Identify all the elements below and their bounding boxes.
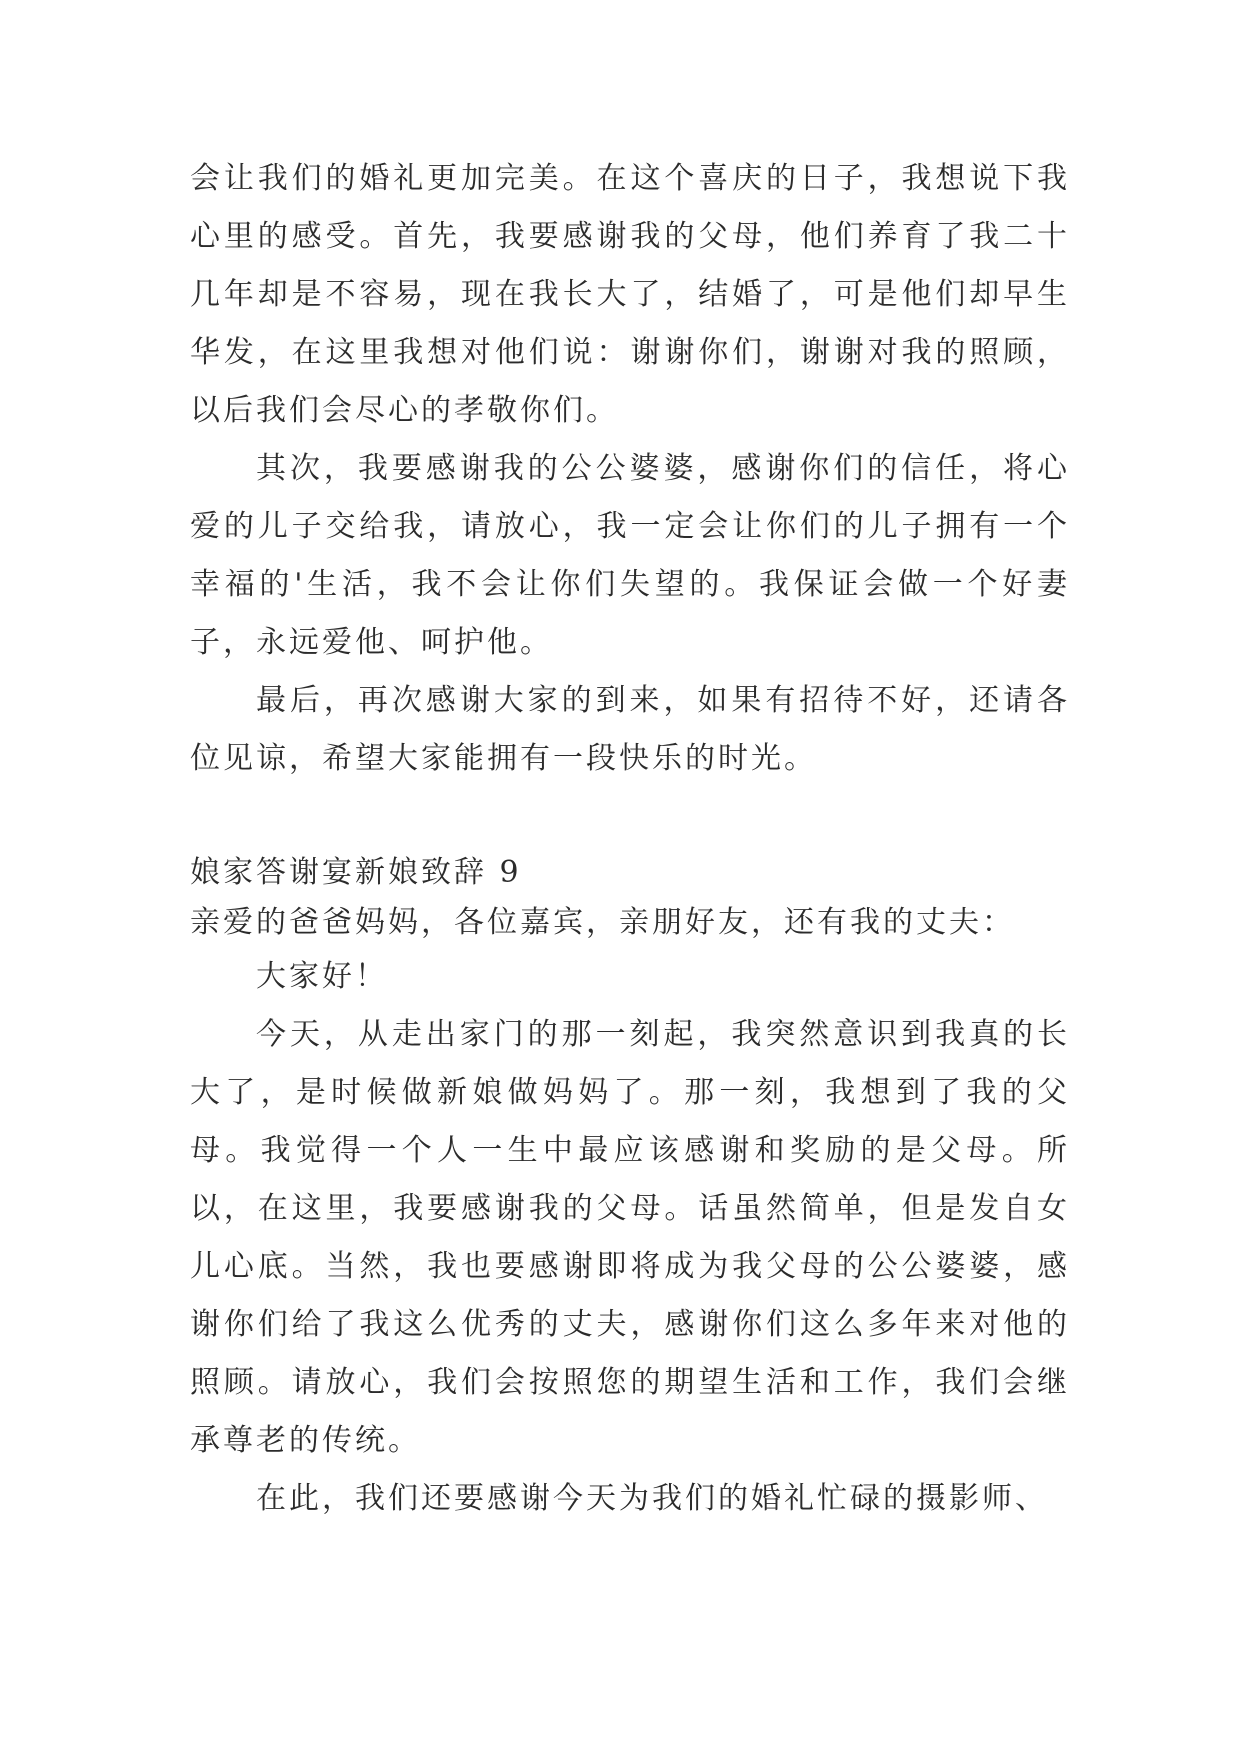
section-spacer [190,788,1070,848]
paragraph-photographer-thanks: 在此，我们还要感谢今天为我们的婚礼忙碌的摄影师、 [256,1481,1048,1516]
document-body [190,150,1070,1528]
paragraph-continuation: 会让我们的婚礼更加完美。在这个喜庆的日子，我想说下我心里的感受。首先，我要感谢我的父母，他们养育了我二十几年却是不容易，现在我长大了，结婚了，可是他们却早生华发，在这里我想对他们说：谢谢你们，谢谢对我的照顾，以后我们会尽心的孝敬你们。 [190,161,1070,428]
section-heading: 娘家答谢宴新娘致辞 9 [190,855,522,890]
paragraph-in-laws-thanks: 其次，我要感谢我的公公婆婆，感谢你们的信任，将心爱的儿子交给我，请放心，我一定会让你们的儿子拥有一个幸福的'生活，我不会让你们失望的。我保证会做一个好妻子，永远爱他、呵护他。 [190,451,1070,660]
greeting-line: 大家好！ [256,959,388,994]
paragraph-closing-thanks: 最后，再次感谢大家的到来，如果有招待不好，还请各位见谅，希望大家能拥有一段快乐的时光。 [190,683,1070,776]
salutation-line: 亲爱的爸爸妈妈，各位嘉宾，亲朋好友，还有我的丈夫： [190,905,1015,940]
paragraph-parents-thanks: 今天，从走出家门的那一刻起，我突然意识到我真的长大了，是时候做新娘做妈妈了。那一刻，我想到了我的父母。我觉得一个人一生中最应该感谢和奖励的是父母。所以，在这里，我要感谢我的父母。话虽然简单，但是发自女儿心底。当然，我也要感谢即将成为我父母的公公婆婆，感谢你们给了我这么优秀的丈夫，感谢你们这么多年来对他的照顾。请放心，我们会按照您的期望生活和工作，我们会继承尊老的传统。 [190,1017,1070,1458]
